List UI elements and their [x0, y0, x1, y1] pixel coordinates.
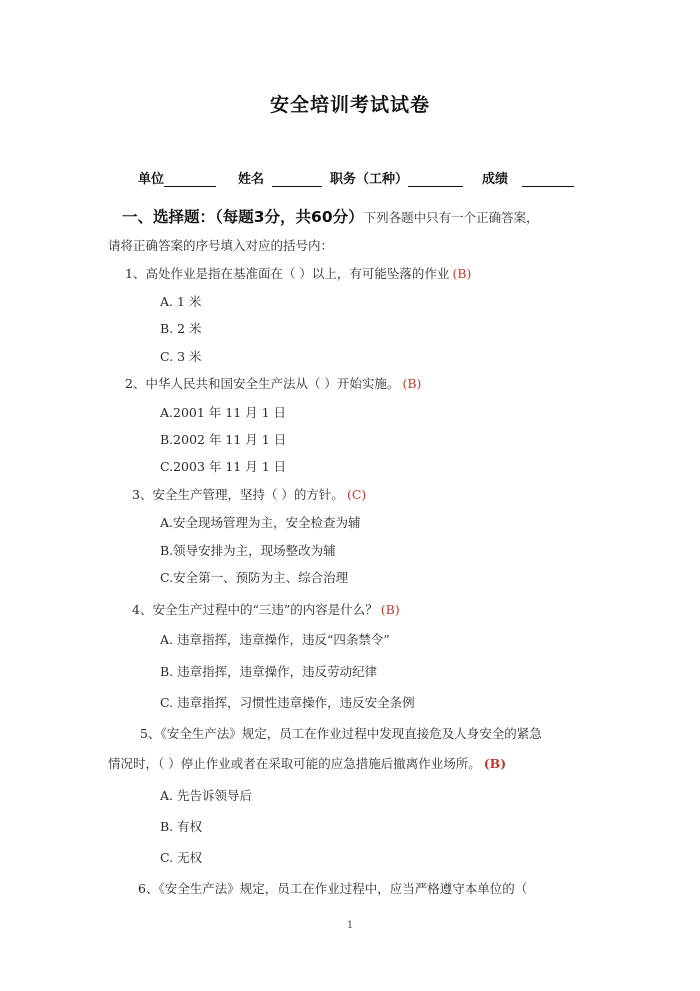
section1-title: 一、选择题：（每题3分，共60分） [122, 208, 364, 226]
question-3-option-b: B.领导安排为主，现场整改为辅 [160, 543, 336, 558]
question-1-option-a: A. 1 米 [160, 294, 202, 309]
question-3 [132, 485, 366, 503]
exam-title: 安全培训考试试卷 [269, 94, 430, 116]
question-4-answer: (B) [380, 602, 400, 617]
name-blank[interactable] [272, 170, 322, 187]
question-5-answer: (B) [483, 756, 507, 771]
position-blank[interactable] [408, 170, 463, 187]
name-field [238, 168, 322, 187]
section1-heading [122, 205, 539, 227]
position-label: 职务（工种） [330, 172, 409, 187]
score-label: 成绩 [482, 172, 509, 187]
section1-intro: 下列各题中只有一个正确答案， [363, 210, 539, 225]
question-1-option-b: B. 2 米 [160, 321, 202, 336]
section1-intro-line2: 请将正确答案的序号填入对应的括号内： [108, 238, 334, 253]
question-4-option-b: B. 违章指挥，违章操作，违反劳动纪律 [160, 664, 378, 679]
question-1-text: 1、高处作业是指在基准面在（ ）以上，有可能坠落的作业 [125, 266, 450, 281]
page-number: 1 [346, 920, 354, 931]
question-4-option-c: C. 违章指挥，习惯性违章操作，违反安全条例 [160, 695, 415, 710]
score-field [482, 168, 574, 187]
question-2-option-b: B.2002 年 11 月 1 日 [160, 432, 287, 447]
question-2 [125, 374, 421, 392]
name-label: 姓名 [238, 172, 265, 187]
unit-field [138, 168, 216, 187]
question-5-text2: 情况时，（ ）停止作业或者在采取可能的应急措施后撤离作业场所。 [108, 756, 481, 771]
question-3-answer: (C) [346, 487, 367, 502]
unit-label: 单位 [138, 172, 165, 187]
question-5-line2 [108, 754, 506, 772]
question-2-text: 2、中华人民共和国安全生产法从（ ）开始实施。 [125, 376, 400, 391]
question-5-option-c: C. 无权 [160, 850, 203, 865]
question-3-option-c: C.安全第一、预防为主、综合治理 [160, 570, 349, 585]
question-1-option-c: C. 3 米 [160, 349, 202, 364]
question-5-option-b: B. 有权 [160, 819, 203, 834]
question-1 [125, 264, 471, 282]
question-2-option-c: C.2003 年 11 月 1 日 [160, 459, 287, 474]
question-4-option-a: A. 违章指挥，违章操作，违反“四条禁令” [160, 632, 390, 647]
question-1-answer: (B) [452, 266, 472, 281]
score-blank[interactable] [522, 170, 574, 187]
question-3-option-a: A.安全现场管理为主，安全检查为辅 [160, 515, 361, 530]
question-5-option-a: A. 先告诉领导后 [160, 788, 252, 803]
question-3-text: 3、安全生产管理，坚持（ ）的方针。 [132, 487, 344, 502]
question-4 [132, 600, 400, 618]
question-5-line1: 5、《安全生产法》规定，员工在作业过程中发现直接危及人身安全的紧急 [140, 726, 542, 741]
question-6: 6、《安全生产法》规定，员工在作业过程中，应当严格遵守本单位的（ [138, 881, 528, 896]
question-2-answer: (B) [402, 376, 422, 391]
unit-blank[interactable] [164, 170, 216, 187]
question-2-option-a: A.2001 年 11 月 1 日 [160, 405, 287, 420]
position-field [330, 168, 463, 187]
question-4-text: 4、安全生产过程中的“三违”的内容是什么？ [132, 602, 378, 617]
